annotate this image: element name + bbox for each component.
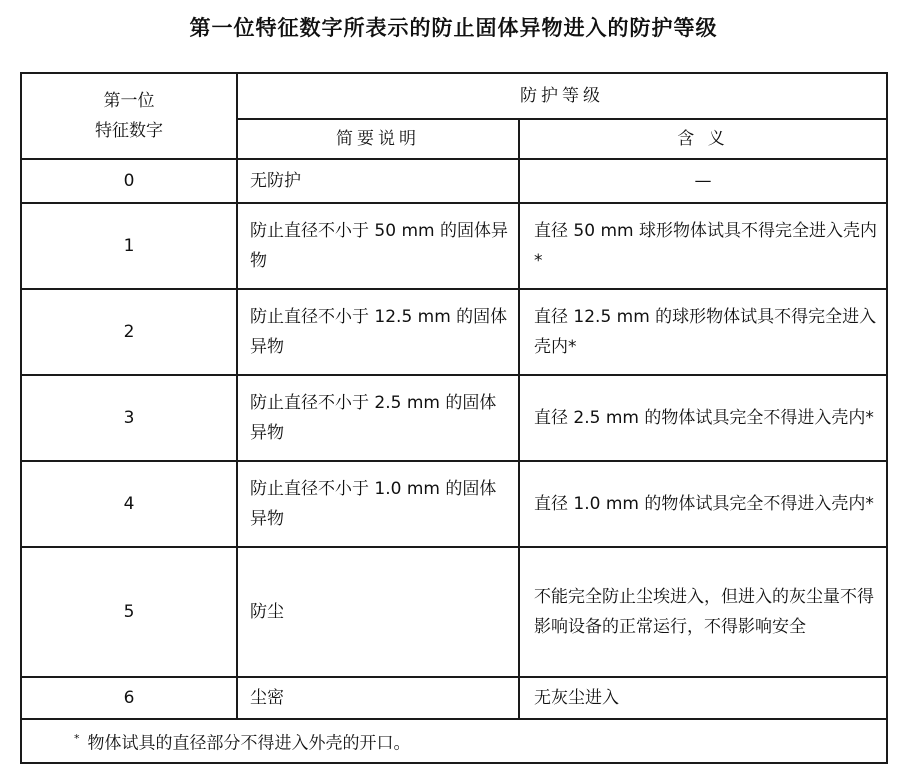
- table-row: [21, 677, 887, 719]
- row-meaning: 直径 12.5 mm 的球形物体试具不得完全进入壳内*: [519, 289, 887, 375]
- protection-level-table: [20, 72, 888, 764]
- row-digit: 2: [21, 289, 237, 375]
- footnote-text: 物体试具的直径部分不得进入外壳的开口。: [87, 733, 411, 754]
- table-row: [21, 547, 887, 677]
- row-description: 无防护: [237, 159, 519, 203]
- row-description: 防止直径不小于 50 mm 的固体异物: [237, 203, 519, 289]
- row-digit: 4: [21, 461, 237, 547]
- row-meaning: 无灰尘进入: [519, 677, 887, 719]
- footnote-marker: *: [74, 731, 80, 745]
- footnote: [21, 719, 887, 763]
- row-digit: 1: [21, 203, 237, 289]
- header-first-digit-line2: 特征数字: [95, 121, 163, 141]
- row-meaning: 不能完全防止尘埃进入，但进入的灰尘量不得影响设备的正常运行，不得影响安全: [519, 547, 887, 677]
- row-description: 防止直径不小于 2.5 mm 的固体异物: [237, 375, 519, 461]
- table-row: [21, 461, 887, 547]
- header-meaning: 含 义: [519, 119, 887, 159]
- row-digit: 3: [21, 375, 237, 461]
- table-row: [21, 375, 887, 461]
- row-description: 防止直径不小于 12.5 mm 的固体异物: [237, 289, 519, 375]
- table-row: [21, 289, 887, 375]
- row-meaning: 直径 1.0 mm 的物体试具完全不得进入壳内*: [519, 461, 887, 547]
- row-digit: 5: [21, 547, 237, 677]
- header-protection-level: 防护等级: [237, 73, 887, 119]
- header-brief-description: 简要说明: [237, 119, 519, 159]
- table-title: 第一位特征数字所表示的防止固体异物进入的防护等级: [189, 16, 718, 40]
- header-first-digit-line1: 第一位: [103, 91, 155, 111]
- row-digit: 6: [21, 677, 237, 719]
- table-row: [21, 203, 887, 289]
- row-meaning: 直径 50 mm 球形物体试具不得完全进入壳内*: [519, 203, 887, 289]
- header-first-digit: [21, 73, 237, 159]
- footnote-row: [21, 719, 887, 763]
- row-digit: 0: [21, 159, 237, 203]
- row-description: 防止直径不小于 1.0 mm 的固体异物: [237, 461, 519, 547]
- row-meaning: —: [519, 159, 887, 203]
- row-description: 尘密: [237, 677, 519, 719]
- row-description: 防尘: [237, 547, 519, 677]
- row-meaning: 直径 2.5 mm 的物体试具完全不得进入壳内*: [519, 375, 887, 461]
- table-row: [21, 159, 887, 203]
